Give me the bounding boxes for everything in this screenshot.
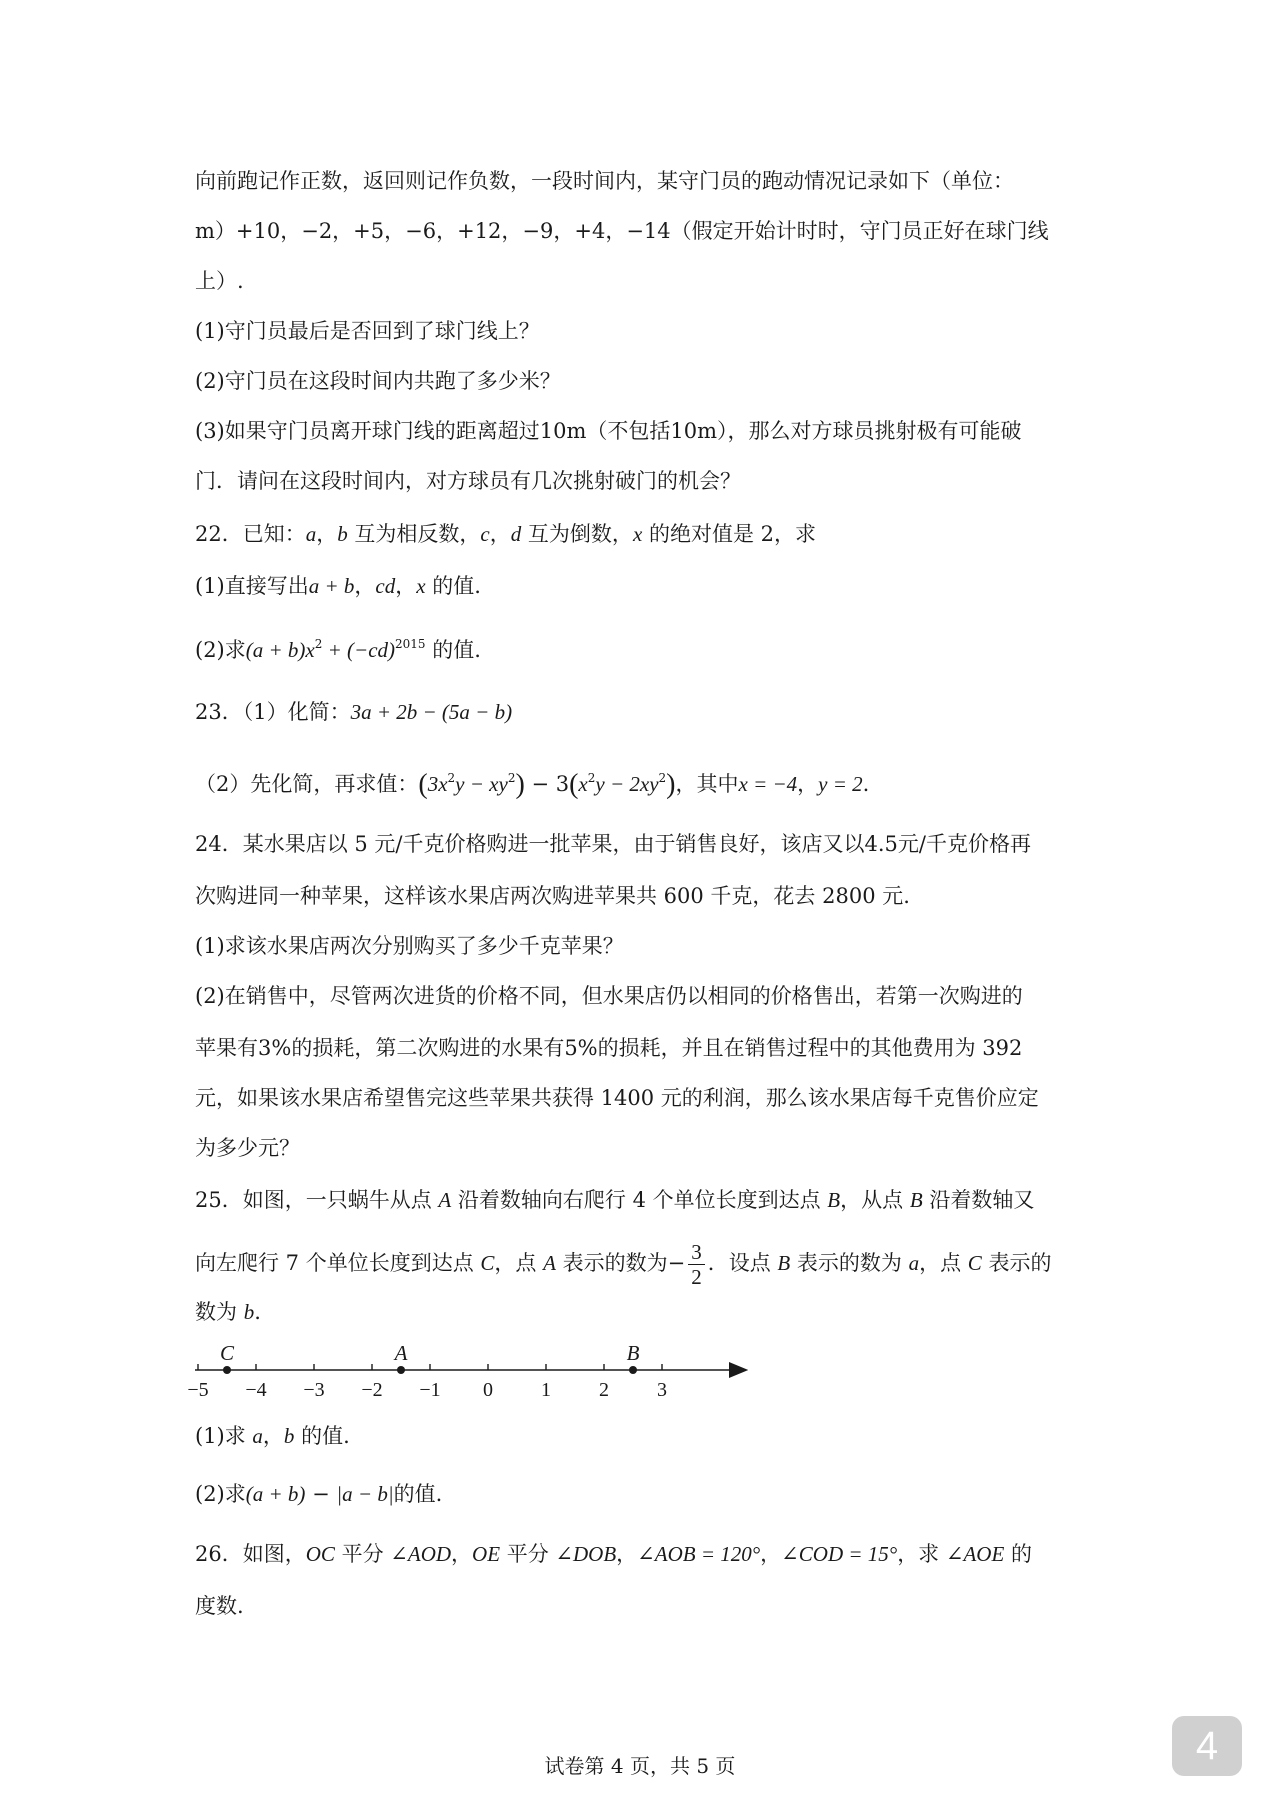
q25-line-2: 向左爬行 7 个单位长度到达点 C，点 A 表示的数为− $\frac{3}{2}$ ．设点 B 表示的数为 a，点 C 表示的 — [195, 1240, 1052, 1289]
page-number-badge[interactable]: 4 — [1172, 1716, 1242, 1776]
q23-part-1: 23．（1）化简：3a + 2b − (5a − b) — [195, 700, 513, 724]
number-line-tick-label: 0 — [483, 1379, 493, 1401]
number-line-point-label: A — [394, 1341, 408, 1365]
q21-part-3b: 门．请问在这段时间内，对方球员有几次挑射破门的机会？ — [195, 469, 741, 493]
number-line-tick-label: −1 — [419, 1379, 441, 1401]
number-line-tick-label: 2 — [599, 1379, 609, 1401]
q26-line-2: 度数. — [195, 1594, 244, 1618]
q22-part-1: (1)直接写出a + b，cd，x 的值. — [195, 574, 481, 598]
fraction-three-halves: $\frac{3}{2}$ — [688, 1240, 705, 1289]
q25-line-3: 数为 b. — [195, 1300, 261, 1324]
q21-line-2: m）+10，−2，+5，−6，+12，−9，+4，−14（假定开始计时时，守门员正好在球门线 — [195, 219, 1049, 243]
q22-stem: 22．已知：a，b 互为相反数，c，d 互为倒数，x 的绝对值是 2，求 — [195, 522, 816, 546]
number-line-point-C — [223, 1366, 231, 1374]
q25-line-1: 25．如图，一只蜗牛从点 A 沿着数轴向右爬行 4 个单位长度到达点 B，从点 B 沿着数轴又 — [195, 1188, 1035, 1212]
q24-line-1: 24．某水果店以 5 元/千克价格购进一批苹果，由于销售良好，该店又以4.5元/千克价格再 — [195, 832, 1031, 856]
number-line-tick-label: −5 — [187, 1379, 209, 1401]
q25-part-2: (2)求(a + b) − |a − b|的值. — [195, 1482, 443, 1506]
number-line-tick-label: −4 — [245, 1379, 267, 1401]
number-line-tick-label: −3 — [303, 1379, 325, 1401]
q21-part-3a: (3)如果守门员离开球门线的距离超过10m（不包括10m），那么对方球员挑射极有可能破 — [195, 419, 1022, 443]
number-line-tick-label: 1 — [541, 1379, 551, 1401]
q24-part-1: (1)求该水果店两次分别购买了多少千克苹果？ — [195, 934, 624, 958]
q21-part-2: (2)守门员在这段时间内共跑了多少米？ — [195, 369, 561, 393]
q24-line-2: 次购进同一种苹果，这样该水果店两次购进苹果共 600 千克，花去 2800 元. — [195, 884, 910, 908]
q21-line-1: 向前跑记作正数，返回则记作负数，一段时间内，某守门员的跑动情况记录如下（单位： — [195, 169, 1014, 193]
number-line-point-label: C — [219, 1341, 235, 1365]
q22-part-2: (2)求$(a + b)x^2 + (-cd)^{2015}$ 的值. — [195, 637, 481, 662]
number-line-point-B — [629, 1366, 637, 1374]
q21-line-3: 上）. — [195, 269, 244, 293]
page-footer: 试卷第 4 页，共 5 页 — [544, 1754, 736, 1778]
q24-part-2b: 苹果有3%的损耗，第二次购进的水果有5%的损耗，并且在销售过程中的其他费用为 392 — [195, 1036, 1023, 1060]
q24-part-2d: 为多少元？ — [195, 1136, 300, 1160]
number-line-tick-label: −2 — [361, 1379, 383, 1401]
number-line-figure — [187, 1341, 770, 1408]
q25-part-1: (1)求 a，b 的值. — [195, 1424, 350, 1448]
q21-part-1: (1)守门员最后是否回到了球门线上？ — [195, 319, 540, 343]
q26-line-1: 26．如图，OC 平分 ∠AOD，OE 平分 ∠DOB，∠AOB = 120°，∠COD = 15°，求 ∠AOE 的 — [195, 1542, 1032, 1566]
q24-part-2a: (2)在销售中，尽管两次进货的价格不同，但水果店仍以相同的价格售出，若第一次购进的 — [195, 984, 1023, 1008]
number-line-point-A — [397, 1366, 405, 1374]
number-line-tick-label: 3 — [657, 1379, 667, 1401]
q24-part-2c: 元，如果该水果店希望售完这些苹果共获得 1400 元的利润，那么该水果店每千克售价应定 — [195, 1086, 1039, 1110]
number-line-point-label: B — [626, 1341, 640, 1365]
q23-part-2: （2）先化简，再求值：$(3x^2y - xy^2) - 3(x^2y - 2xy^2)$，其中x = −4，y = 2. — [195, 769, 870, 800]
